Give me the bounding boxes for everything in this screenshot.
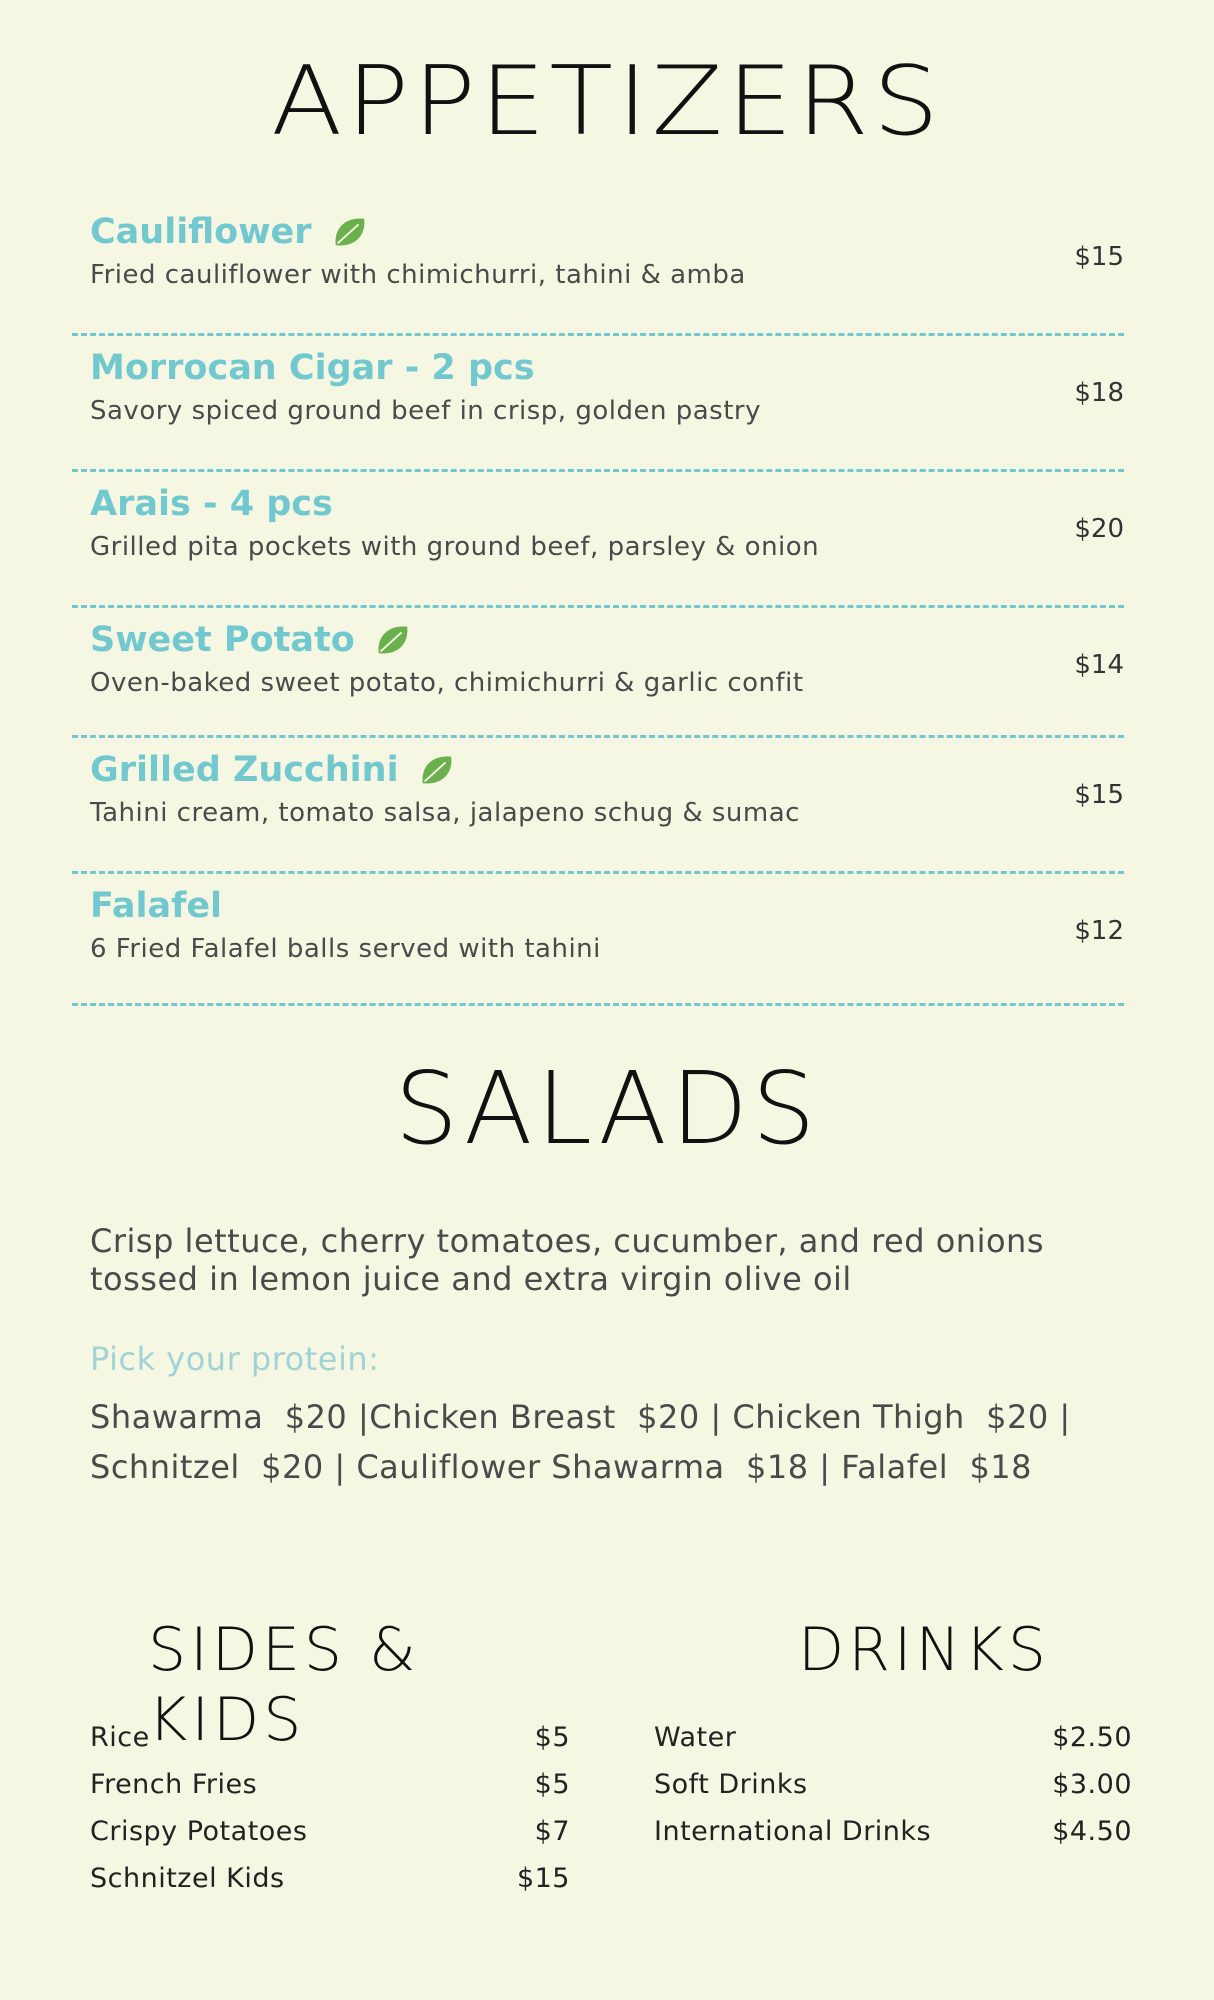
list-item [90,1722,570,1769]
item-name: Sweet Potato [90,620,355,660]
menu-item [72,874,1124,1006]
sides-list [90,1722,570,1910]
item-price: $15 [516,1863,570,1894]
item-name: Arais - 4 pcs [90,484,333,524]
item-name: Water [654,1722,737,1753]
item-name: Crispy Potatoes [90,1816,308,1847]
item-name: International Drinks [654,1816,932,1847]
drinks-list [654,1722,1132,1863]
item-price: $12 [1074,916,1124,946]
list-item [90,1863,570,1910]
item-description: Grilled pita pockets with ground beef, parsley & onion [90,532,820,562]
menu-item [72,200,1124,336]
appetizers-list [72,200,1124,1006]
item-price: $2.50 [1052,1722,1132,1753]
item-name: Schnitzel Kids [90,1863,285,1894]
leaf-icon [417,751,455,789]
menu-item [72,738,1124,874]
appetizers-heading: APPETIZERS [271,44,943,158]
sides-kids-heading: SIDES & KIDS [148,1615,420,1755]
item-description: Savory spiced ground beef in crisp, golden pastry [90,396,761,426]
drinks-heading: DRINKS [798,1615,1050,1685]
protein-label: Pick your protein: [90,1340,380,1378]
item-name: Cauliflower [90,212,312,252]
item-price: $15 [1074,780,1124,810]
item-price: $14 [1074,650,1124,680]
leaf-icon [330,213,368,251]
item-description: 6 Fried Falafel balls served with tahini [90,934,601,964]
list-item [90,1769,570,1816]
item-name: French Fries [90,1769,258,1800]
leaf-icon [373,621,411,659]
item-name: Falafel [90,886,223,926]
item-price: $4.50 [1052,1816,1132,1847]
list-item [90,1816,570,1863]
item-price: $7 [534,1816,570,1847]
item-price: $20 [1074,514,1124,544]
item-price: $15 [1074,242,1124,272]
menu-item [72,608,1124,738]
menu-item [72,336,1124,472]
menu-item [72,472,1124,608]
item-description: Oven-baked sweet potato, chimichurri & garlic confit [90,668,804,698]
list-item [654,1769,1132,1816]
item-price: $5 [534,1769,570,1800]
item-name: Grilled Zucchini [90,750,399,790]
list-item [654,1722,1132,1769]
list-item [654,1816,1132,1863]
salads-heading: SALADS [394,1050,820,1167]
protein-options [90,1392,1150,1492]
item-description: Fried cauliflower with chimichurri, tahini & amba [90,260,746,290]
item-description: Tahini cream, tomato salsa, jalapeno schug & sumac [90,798,800,828]
item-name: Soft Drinks [654,1769,808,1800]
protein-line: Schnitzel $20 | Cauliflower Shawarma $18 | Falafel $18 [90,1448,1033,1486]
item-price: $3.00 [1052,1769,1132,1800]
salad-description: Crisp lettuce, cherry tomatoes, cucumber, and red onions tossed in lemon juice and extra virgin olive oil [90,1222,1044,1298]
item-name: Rice [90,1722,150,1753]
item-name: Morrocan Cigar - 2 pcs [90,348,535,388]
item-price: $18 [1074,378,1124,408]
protein-line: Shawarma $20 |Chicken Breast $20 | Chicken Thigh $20 | [90,1398,1071,1436]
item-price: $5 [534,1722,570,1753]
